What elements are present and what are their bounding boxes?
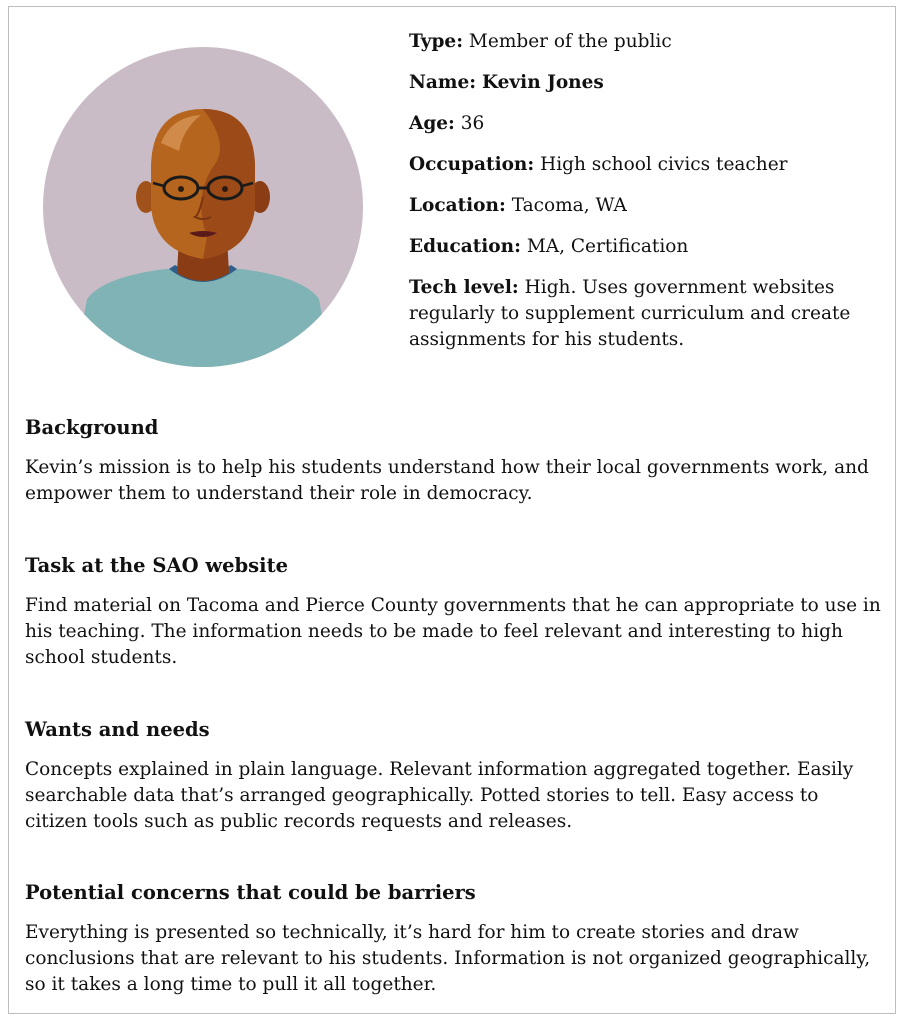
occupation-value: High school civics teacher bbox=[540, 154, 788, 175]
education-row bbox=[409, 234, 879, 260]
type-label: Type: bbox=[409, 31, 464, 52]
persona-card bbox=[8, 6, 896, 1014]
location-value: Tacoma, WA bbox=[511, 195, 627, 216]
name-row bbox=[409, 70, 879, 96]
background-heading: Background bbox=[25, 416, 159, 439]
name-value: Kevin Jones bbox=[481, 72, 604, 93]
avatar bbox=[43, 47, 363, 367]
occupation-row bbox=[409, 152, 879, 178]
concerns-section bbox=[25, 880, 885, 998]
task-heading: Task at the SAO website bbox=[25, 554, 288, 577]
background-body: Kevin’s mission is to help his students understand how their local governments work, and empower them to understand their role in democracy. bbox=[25, 457, 869, 504]
tech-level-row bbox=[409, 275, 879, 353]
task-body: Find material on Tacoma and Pierce County governments that he can appropriate to use in his teaching. The information needs to be made to feel relevant and interesting to high school students. bbox=[25, 595, 881, 668]
wants-body: Concepts explained in plain language. Relevant information aggregated together. Easily searchable data that’s arranged geographically. Potted stories to tell. Easy access to citizen tools such as public records requests and releases. bbox=[25, 759, 854, 832]
occupation-label: Occupation: bbox=[409, 154, 535, 175]
location-label: Location: bbox=[409, 195, 506, 216]
location-row bbox=[409, 193, 879, 219]
tech-level-value: High. Uses government websites regularly to supplement curriculum and create assignments for his students. bbox=[409, 277, 851, 350]
age-row bbox=[409, 111, 879, 137]
type-row bbox=[409, 29, 879, 55]
name-label: Name: bbox=[409, 72, 477, 93]
person-avatar-icon bbox=[43, 47, 363, 367]
type-value: Member of the public bbox=[468, 31, 672, 52]
wants-heading: Wants and needs bbox=[25, 718, 210, 741]
age-label: Age: bbox=[409, 113, 455, 134]
concerns-heading: Potential concerns that could be barriers bbox=[25, 881, 476, 904]
concerns-body: Everything is presented so technically, it’s hard for him to create stories and draw conclusions that are relevant to his students. Information is not organized geographically, so it takes a long time to pull it all together. bbox=[25, 922, 871, 995]
tech-level-label: Tech level: bbox=[409, 277, 519, 298]
education-label: Education: bbox=[409, 236, 521, 257]
background-section bbox=[25, 415, 885, 507]
age-value: 36 bbox=[460, 113, 485, 134]
task-section bbox=[25, 553, 885, 671]
education-value: MA, Certification bbox=[526, 236, 689, 257]
wants-section bbox=[25, 717, 885, 835]
profile-details bbox=[409, 29, 879, 368]
